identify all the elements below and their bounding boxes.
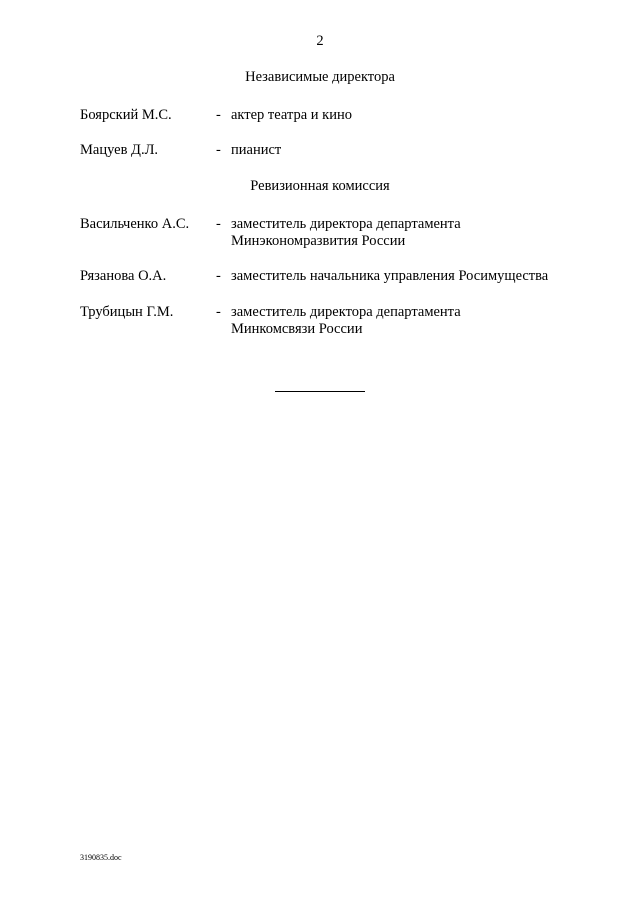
member-name: Васильченко А.С. <box>80 216 190 232</box>
member-role <box>231 107 601 124</box>
member-role-line: Минкомсвязи России <box>231 321 363 337</box>
member-role-line: Минэкономразвития России <box>231 233 406 249</box>
member-dash: - <box>216 107 221 123</box>
member-role <box>231 304 601 338</box>
section-heading-audit-commission: Ревизионная комиссия <box>250 178 390 194</box>
member-dash: - <box>216 304 221 320</box>
member-dash: - <box>216 268 221 284</box>
member-name: Рязанова О.А. <box>80 268 167 284</box>
section-heading-independent-directors: Независимые директора <box>245 69 395 85</box>
member-role <box>231 268 601 285</box>
member-dash: - <box>216 216 221 232</box>
member-name: Боярский М.С. <box>80 107 172 123</box>
member-dash: - <box>216 142 221 158</box>
end-of-document-rule <box>275 391 365 392</box>
member-role-line: заместитель директора департамента <box>231 304 461 320</box>
member-role-line: заместитель директора департамента <box>231 216 461 232</box>
member-role-line: пианист <box>231 142 282 158</box>
member-name: Трубицын Г.М. <box>80 304 174 320</box>
member-name: Мацуев Д.Л. <box>80 142 159 158</box>
page-number: 2 <box>316 33 324 49</box>
member-role-line: актер театра и кино <box>231 107 352 123</box>
member-role <box>231 142 601 159</box>
member-role <box>231 216 601 250</box>
member-role-line: заместитель начальника управления Росимущества <box>231 268 549 284</box>
document-file-id: 3190835.doc <box>80 853 122 862</box>
